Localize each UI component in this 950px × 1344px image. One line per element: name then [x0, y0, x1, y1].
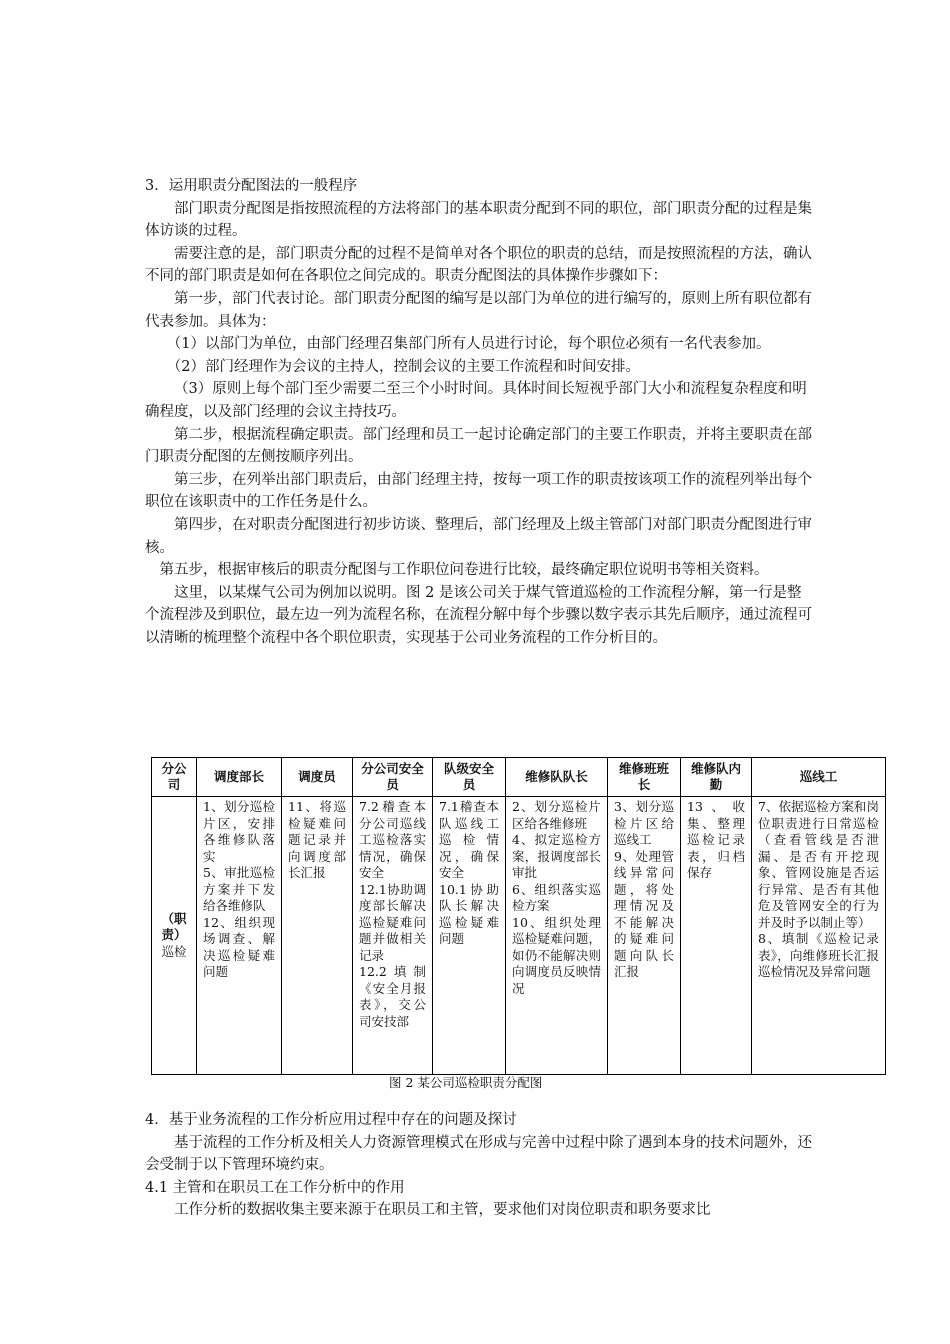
- paragraph: 第三步，在列举出部门职责后，由部门经理主持，按每一项工作的职责按该项工作的流程列举出每个职位在该职责中的工作任务是什么。: [145, 471, 812, 511]
- header-cell: 分公司安全员: [353, 758, 433, 797]
- paragraph: 这里，以某煤气公司为例加以说明。图 2 是该公司关于煤气管道巡检的工作流程分解，第一行是整个流程涉及到职位，最左边一列为流程名称，在流程分解中每个步骤以数字表示其先后顺序，通过流程可以清晰的梳理整个流程中各个职位职责，实现基于公司业务流程的工作分析目的。: [145, 584, 812, 646]
- table-cell: 7、依据巡检方案和岗位职责进行日常巡检（查看管线是否泄漏、是否有开挖现象、管网设施是否运行异常、是否有其他危及管网安全的行为并及时予以制止等） 8、填制《巡检记录表》，向维修班长汇报巡检情况及异常问题: [752, 797, 886, 1075]
- table-cell: 7.2稽查本分公司巡线工巡检落实情况，确保安全 12.1协助调度部长解决巡检疑难问题并做相关记录 12.2填制《安全月报表》，交公司安技部: [353, 797, 433, 1075]
- table-cell: 11、将巡检疑难问题记录并向调度部长汇报: [282, 797, 353, 1075]
- table-row: [152, 797, 886, 1075]
- table-cell: 3、划分巡检片区给巡线工 9、处理管线异常问题，将处理情况及不能解决的疑难问题向队长汇报: [608, 797, 681, 1075]
- header-cell: 队级安全员: [433, 758, 506, 797]
- row-label-bold: （职责）: [161, 910, 187, 943]
- header-cell: 维修队内勤: [681, 758, 752, 797]
- row-label: 巡检: [161, 943, 187, 959]
- paragraph: 第二步，根据流程确定职责。部门经理和员工一起讨论确定部门的主要工作职责，并将主要职责在部门职责分配图的左侧按顺序列出。: [145, 426, 812, 466]
- table-header-row: [152, 758, 886, 797]
- header-cell: 分公司: [152, 758, 197, 797]
- subsection-heading: 4.1 主管和在职员工在工作分析中的作用: [145, 1179, 405, 1196]
- paragraph: （3）原则上每个部门至少需要二至三个小时时间。具体时间长短视乎部门大小和流程复杂程度和明确程度，以及部门经理的会议主持技巧。: [145, 381, 807, 420]
- paragraph: 基于流程的工作分析及相关人力资源管理模式在形成与完善中过程中除了遇到本身的技术问题外，还会受制于以下管理环境约束。: [145, 1134, 812, 1174]
- table-cell: 2、划分巡检片区给各维修班 4、拟定巡检方案，报调度部长审批 6、组织落实巡检方案 10、组织处理巡检疑难问题，如仍不能解决则向调度员反映情况: [506, 797, 608, 1075]
- header-cell: 维修队队长: [506, 758, 608, 797]
- section-heading: 4．基于业务流程的工作分析应用过程中存在的问题及探讨: [145, 1112, 517, 1128]
- paragraph: 工作分析的数据收集主要来源于在职员工和主管，要求他们对岗位职责和职务要求比: [174, 1202, 711, 1219]
- duty-allocation-table: [151, 757, 886, 1075]
- header-cell: 调度员: [282, 758, 353, 797]
- paragraph: （2）部门经理作为会议的主持人，控制会议的主要工作流程和时间安排。: [166, 358, 640, 375]
- paragraph: 第一步，部门代表讨论。部门职责分配图的编写是以部门为单位的进行编写的，原则上所有职位都有代表参加。具体为：: [145, 290, 812, 330]
- section-3: [145, 175, 815, 649]
- header-cell: 维修班班长: [608, 758, 681, 797]
- paragraph: 需要注意的是，部门职责分配的过程不是简单对各个职位的职责的总结，而是按照流程的方法，确认不同的部门职责是如何在各职位之间完成的。职责分配图法的具体操作步骤如下：: [145, 245, 812, 285]
- header-cell: 调度部长: [197, 758, 282, 797]
- paragraph: 第四步，在对职责分配图进行初步访谈、整理后，部门经理及上级主管部门对部门职责分配图进行审核。: [145, 516, 812, 556]
- section-4: [145, 1109, 815, 1222]
- figure-caption: 图 2 某公司巡检职责分配图: [389, 1075, 543, 1090]
- header-cell: 巡线工: [752, 758, 886, 797]
- table-cell: 1、划分巡检片区，安排各维修队落实 5、审批巡检方案并下发给各维修队 12、组织现场调查、解决巡检疑难问题: [197, 797, 282, 1075]
- table-cell: 13、收集、整理巡检记录表，归档保存: [681, 797, 752, 1075]
- paragraph: 部门职责分配图是指按照流程的方法将部门的基本职责分配到不同的职位，部门职责分配的过程是集体访谈的过程。: [145, 200, 812, 240]
- row-label-cell: [152, 797, 197, 1075]
- paragraph: 第五步，根据审核后的职责分配图与工作职位问卷进行比较，最终确定职位说明书等相关资料。: [159, 562, 769, 579]
- table-cell: 7.1稽查本队巡线工巡检情况，确保安全 10.1协助队长解决巡检疑难问题: [433, 797, 506, 1075]
- paragraph: （1）以部门为单位，由部门经理召集部门所有人员进行讨论，每个职位必须有一名代表参加。: [166, 336, 771, 353]
- section-heading: 3．运用职责分配图法的一般程序: [145, 178, 358, 194]
